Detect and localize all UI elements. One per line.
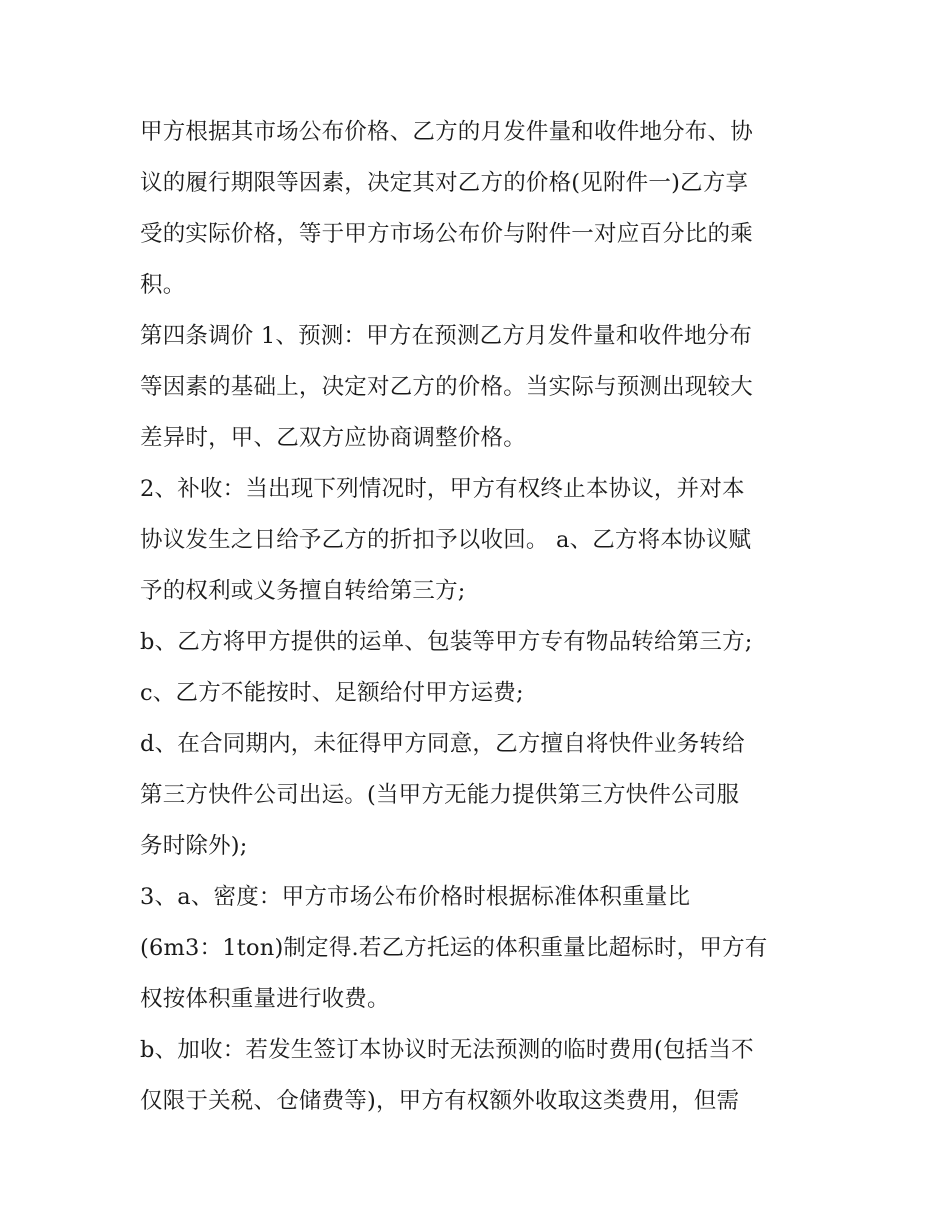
document-body: [140, 107, 820, 1127]
paragraph-article-4-forecast: [140, 311, 820, 464]
text-line: (6m3：1ton)制定得.若乙方托运的体积重量比超标时，甲方有: [140, 935, 768, 961]
text-line: 积。: [140, 272, 186, 298]
text-line: 协议发生之日给予乙方的折扣予以收回。 a、乙方将本协议赋: [140, 527, 752, 553]
paragraph-surcharge: [140, 1025, 820, 1127]
text-line: c、乙方不能按时、足额给付甲方运费;: [140, 680, 524, 706]
text-line: 第三方快件公司出运。(当甲方无能力提供第三方快件公司服: [140, 782, 740, 808]
text-line: d、在合同期内，未征得甲方同意，乙方擅自将快件业务转给: [140, 731, 745, 757]
paragraph-item-c-payment: [140, 668, 820, 719]
paragraph-supplementary-charge: [140, 464, 820, 617]
paragraph-density: [140, 872, 820, 1025]
text-line: 3、a、密度：甲方市场公布价格时根据标准体积重量比: [140, 884, 691, 910]
paragraph-item-b-transfer: [140, 617, 820, 668]
text-line: 2、补收：当出现下列情况时，甲方有权终止本协议，并对本: [140, 476, 745, 502]
paragraph-pricing-basis: [140, 107, 820, 311]
text-line: 差异时，甲、乙双方应协商调整价格。: [140, 425, 526, 451]
text-line: 务时除外);: [140, 833, 248, 859]
text-line: 权按体积重量进行收费。: [140, 986, 390, 1012]
text-line: 第四条调价 1、预测：甲方在预测乙方月发件量和收件地分布: [140, 323, 753, 349]
paragraph-item-d-third-party: [140, 719, 820, 872]
text-line: 予的权利或义务擅自转给第三方;: [140, 578, 466, 604]
text-line: 甲方根据其市场公布价格、乙方的月发件量和收件地分布、协: [140, 119, 753, 145]
text-line: 受的实际价格，等于甲方市场公布价与附件一对应百分比的乘: [140, 221, 753, 247]
text-line: 议的履行期限等因素，决定其对乙方的价格(见附件一)乙方享: [140, 170, 749, 196]
text-line: b、加收：若发生签订本协议时无法预测的临时费用(包括当不: [140, 1037, 754, 1063]
text-line: 等因素的基础上，决定对乙方的价格。当实际与预测出现较大: [140, 374, 753, 400]
text-line: 仅限于关税、仓储费等)，甲方有权额外收取这类费用，但需: [140, 1088, 740, 1114]
text-line: b、乙方将甲方提供的运单、包装等甲方专有物品转给第三方;: [140, 629, 753, 655]
